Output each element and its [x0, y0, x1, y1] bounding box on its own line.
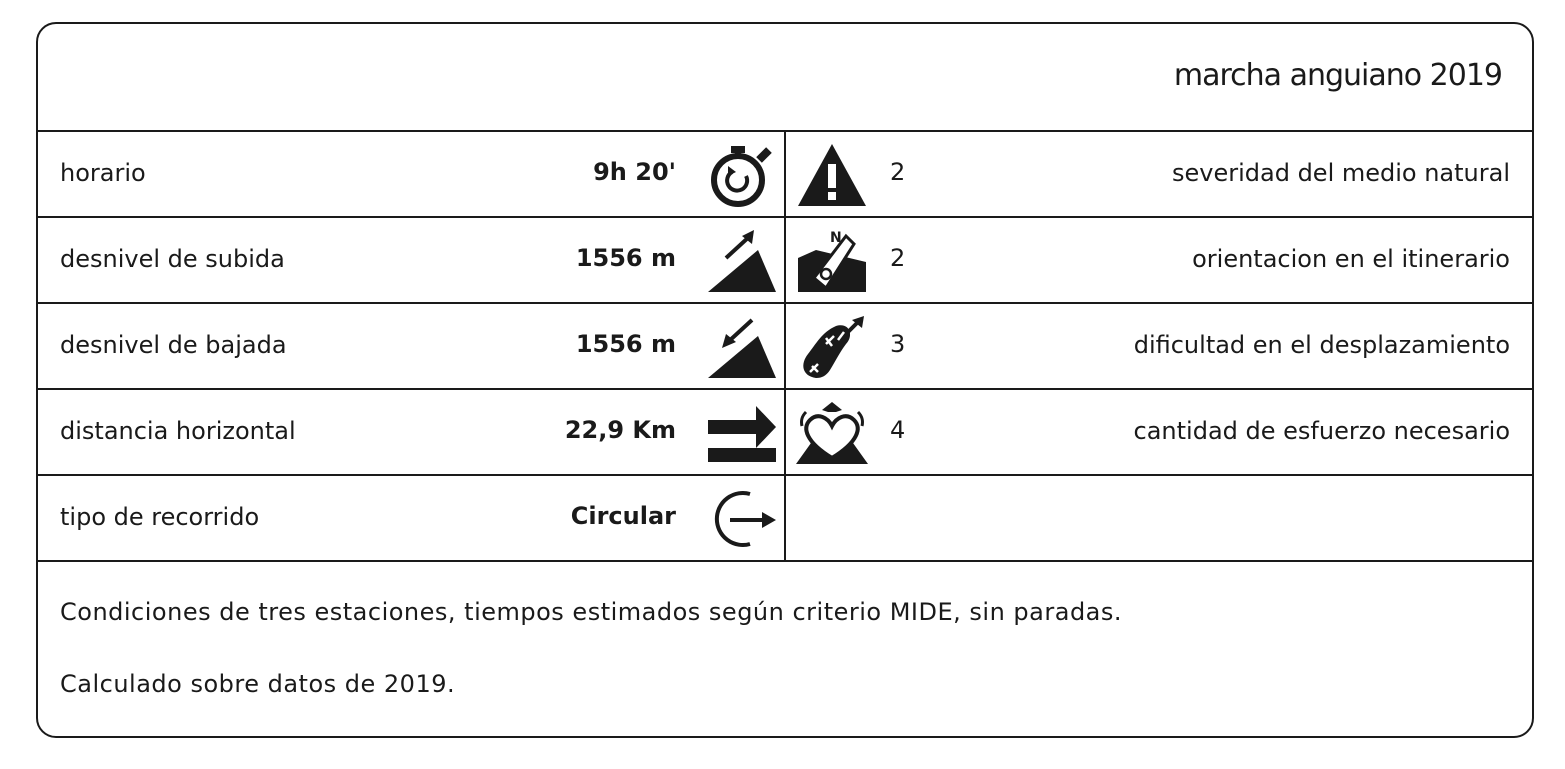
criterion-label: severidad del medio natural [1171, 159, 1510, 187]
score: 2 [890, 244, 906, 272]
table-row-horario [38, 132, 1532, 218]
table-row-bajada [38, 304, 1532, 390]
row-label: horario [60, 159, 146, 187]
title-row [38, 24, 1532, 132]
score: 4 [890, 416, 906, 444]
row-label: tipo de recorrido [60, 503, 260, 531]
score: 2 [890, 158, 906, 186]
row-value: 9h 20' [593, 158, 676, 186]
table-row-distancia [38, 390, 1532, 476]
criterion-label: cantidad de esfuerzo necesario [1133, 417, 1510, 445]
row-label: distancia horizontal [60, 417, 296, 445]
row-value: 22,9 Km [564, 416, 676, 444]
criterion-label: orientacion en el itinerario [1192, 245, 1510, 273]
mide-table [38, 132, 1532, 560]
row-label: desnivel de subida [60, 245, 285, 273]
distance-arrow-icon [706, 400, 778, 466]
criterion-label: dificultad en el desplazamiento [1133, 331, 1510, 359]
boot-sole-icon [796, 314, 868, 380]
stopwatch-icon [706, 142, 778, 208]
note-conditions: Condiciones de tres estaciones, tiempos estimados según criterio MIDE, sin paradas. [60, 598, 1123, 626]
score: 3 [890, 330, 906, 358]
ascent-icon [706, 228, 778, 294]
compass-orientation-icon [796, 228, 868, 294]
row-value: Circular [570, 502, 676, 530]
row-label: desnivel de bajada [60, 331, 287, 359]
mide-card [36, 22, 1534, 738]
note-data-year: Calculado sobre datos de 2019. [60, 670, 456, 698]
descent-icon [706, 314, 778, 380]
row-value: 1556 m [575, 330, 676, 358]
warning-mountain-icon [796, 142, 868, 208]
row-value: 1556 m [575, 244, 676, 272]
notes [60, 596, 1122, 738]
svg-text:N: N [830, 230, 842, 246]
circular-route-icon [706, 486, 778, 552]
heart-effort-icon [796, 400, 868, 466]
route-title: marcha anguiano 2019 [1173, 58, 1502, 93]
table-row-recorrido [38, 476, 1532, 562]
table-row-subida [38, 218, 1532, 304]
